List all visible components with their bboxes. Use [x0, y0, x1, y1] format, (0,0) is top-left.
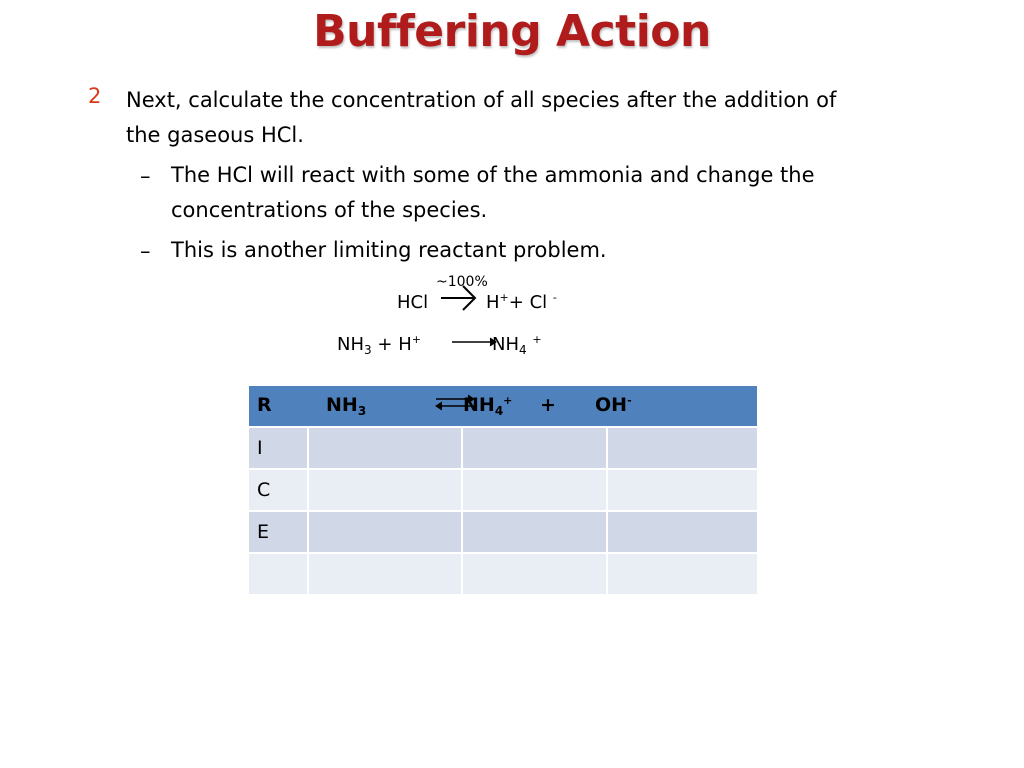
- table-cell: [308, 553, 462, 595]
- h-ion: H: [398, 334, 412, 355]
- slide-title: Buffering Action: [313, 6, 711, 57]
- row-label: E: [248, 511, 308, 553]
- reaction1-reactant: HCl: [397, 292, 429, 313]
- nh4-formula: NH: [492, 334, 519, 355]
- nh4-subscript: 4: [519, 343, 527, 357]
- table-cell: [462, 427, 607, 469]
- cl-ion: Cl: [529, 292, 548, 313]
- percent-label: ~100%: [436, 274, 488, 290]
- row-label: [248, 553, 308, 595]
- table-row: [248, 427, 758, 469]
- bullet-number: 2: [88, 84, 102, 108]
- table-cell: [607, 511, 758, 553]
- table-row: [248, 511, 758, 553]
- header-cell: [248, 385, 758, 427]
- table-cell: [308, 469, 462, 511]
- h-charge: +: [499, 291, 509, 304]
- header-oh: [595, 394, 632, 416]
- table-cell: [607, 469, 758, 511]
- h-ion: H: [486, 292, 500, 313]
- table-cell: [462, 553, 607, 595]
- table-cell: [607, 553, 758, 595]
- reaction-arrow-icon: [439, 284, 479, 314]
- nh3-subscript: 3: [364, 343, 372, 357]
- plus-sign: +: [377, 334, 393, 355]
- table-cell: [607, 427, 758, 469]
- table-cell: [308, 427, 462, 469]
- table-cell: [462, 511, 607, 553]
- h-charge: +: [411, 333, 421, 346]
- table-cell: [462, 469, 607, 511]
- reaction1-products: [486, 292, 557, 313]
- header-r: R: [257, 394, 272, 416]
- subbullet-1-line-2: concentrations of the species.: [171, 198, 488, 222]
- nh3-subscript: 3: [357, 404, 367, 418]
- bullet-line-1: Next, calculate the concentration of all species after the addition of: [126, 88, 837, 112]
- plus-sign: +: [508, 292, 524, 313]
- subbullet-2-line-1: This is another limiting reactant problem.: [171, 238, 607, 262]
- oh-charge: -: [627, 394, 632, 407]
- reaction2-product: [492, 334, 542, 355]
- oh-formula: OH: [595, 394, 628, 416]
- subbullet-dash-2: –: [140, 239, 151, 263]
- header-nh4: [463, 394, 512, 416]
- row-label: C: [248, 469, 308, 511]
- header-nh3: [326, 394, 366, 416]
- ice-table: [247, 384, 759, 596]
- header-plus: +: [540, 394, 556, 416]
- nh3-formula: NH: [337, 334, 364, 355]
- bullet-line-2: the gaseous HCl.: [126, 123, 304, 147]
- table-cell: [308, 511, 462, 553]
- nh4-charge: +: [532, 333, 542, 346]
- cl-charge: -: [552, 291, 557, 304]
- nh4-charge: +: [503, 394, 513, 407]
- nh4-subscript: 4: [494, 404, 504, 418]
- subbullet-dash-1: –: [140, 164, 151, 188]
- table-header-row: [248, 385, 758, 427]
- nh4-formula: NH: [463, 394, 495, 416]
- reaction2-reactants: [337, 334, 421, 355]
- row-label: I: [248, 427, 308, 469]
- subbullet-1-line-1: The HCl will react with some of the ammonia and change the: [171, 163, 815, 187]
- nh3-formula: NH: [326, 394, 358, 416]
- table-row: [248, 469, 758, 511]
- table-row: [248, 553, 758, 595]
